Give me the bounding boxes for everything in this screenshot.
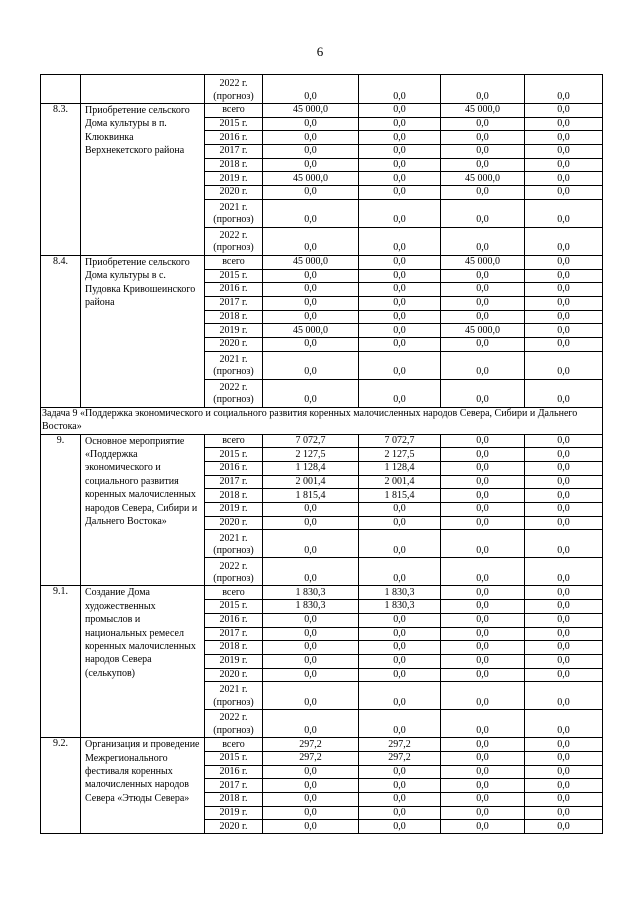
year-cell: 2021 г. (прогноз) (205, 682, 263, 710)
value-total: 45 000,0 (263, 172, 359, 186)
value-other: 0,0 (525, 379, 603, 407)
value-other: 0,0 (525, 131, 603, 145)
item-code: 8.3. (41, 104, 81, 256)
value-regional: 0,0 (441, 199, 525, 227)
value-total: 2 001,4 (263, 475, 359, 489)
value-regional: 0,0 (441, 131, 525, 145)
value-other: 0,0 (525, 820, 603, 834)
value-regional: 0,0 (441, 530, 525, 558)
value-federal: 0,0 (359, 613, 441, 627)
value-federal: 0,0 (359, 310, 441, 324)
item-name: Организация и проведение Межрегионального фестиваля коренных малочисленных народов Севера «Этюды Севера» (81, 738, 205, 834)
task-heading: Задача 9 «Поддержка экономического и социального развития коренных малочисленных народов Севера, Сибири и Дальнего Востока» (41, 407, 603, 434)
value-regional: 0,0 (441, 337, 525, 351)
value-federal: 0,0 (359, 806, 441, 820)
value-total: 0,0 (263, 820, 359, 834)
value-total: 0,0 (263, 379, 359, 407)
value-federal: 2 127,5 (359, 448, 441, 462)
value-regional: 0,0 (441, 613, 525, 627)
value-total: 0,0 (263, 710, 359, 738)
year-cell: 2017 г. (205, 779, 263, 793)
year-cell: 2021 г. (прогноз) (205, 351, 263, 379)
item-name-empty (81, 75, 205, 104)
table-row (41, 738, 603, 752)
value-regional: 45 000,0 (441, 255, 525, 269)
page-number: 6 (316, 44, 324, 59)
value-regional: 0,0 (441, 586, 525, 600)
year-cell: 2017 г. (205, 296, 263, 310)
value-other: 0,0 (525, 283, 603, 297)
value-federal: 0,0 (359, 227, 441, 255)
value-federal: 0,0 (359, 516, 441, 530)
value-total: 0,0 (263, 186, 359, 200)
value-regional: 0,0 (441, 710, 525, 738)
value-federal: 0,0 (359, 530, 441, 558)
table-row (41, 434, 603, 448)
value-other: 0,0 (525, 654, 603, 668)
value-regional: 0,0 (441, 765, 525, 779)
year-cell: 2016 г. (205, 462, 263, 476)
value-total: 7 072,7 (263, 434, 359, 448)
value-regional: 0,0 (441, 158, 525, 172)
value-other: 0,0 (525, 738, 603, 752)
value-federal: 0,0 (359, 145, 441, 159)
year-cell: 2015 г. (205, 269, 263, 283)
value-regional: 0,0 (441, 227, 525, 255)
value-other: 0,0 (525, 104, 603, 118)
value-total: 2 127,5 (263, 448, 359, 462)
value-regional: 0,0 (441, 75, 525, 104)
value-other: 0,0 (525, 586, 603, 600)
value-regional: 0,0 (441, 751, 525, 765)
year-cell: 2021 г. (прогноз) (205, 199, 263, 227)
value-regional: 0,0 (441, 516, 525, 530)
value-total: 0,0 (263, 75, 359, 104)
value-other: 0,0 (525, 117, 603, 131)
year-cell: 2017 г. (205, 627, 263, 641)
value-federal: 0,0 (359, 779, 441, 793)
value-other: 0,0 (525, 269, 603, 283)
item-name: Приобретение сельского Дома культуры в п. Клюквинка Верхнекетского района (81, 104, 205, 256)
value-total: 0,0 (263, 503, 359, 517)
value-federal: 0,0 (359, 296, 441, 310)
value-other: 0,0 (525, 641, 603, 655)
value-federal: 0,0 (359, 558, 441, 586)
value-federal: 0,0 (359, 186, 441, 200)
item-name: Приобретение сельского Дома культуры в с. Пудовка Кривошеинского района (81, 255, 205, 407)
value-regional: 0,0 (441, 283, 525, 297)
value-other: 0,0 (525, 668, 603, 682)
year-cell: 2020 г. (205, 820, 263, 834)
item-name: Создание Дома художественных промыслов и национальных ремесел коренных малочисленных народов Севера (селькупов) (81, 586, 205, 738)
value-federal: 0,0 (359, 158, 441, 172)
value-federal: 2 001,4 (359, 475, 441, 489)
value-other: 0,0 (525, 337, 603, 351)
year-cell: 2015 г. (205, 448, 263, 462)
item-code: 9.1. (41, 586, 81, 738)
value-regional: 0,0 (441, 489, 525, 503)
year-cell: 2015 г. (205, 600, 263, 614)
value-regional: 0,0 (441, 351, 525, 379)
value-federal: 1 128,4 (359, 462, 441, 476)
value-regional: 0,0 (441, 434, 525, 448)
value-federal: 0,0 (359, 351, 441, 379)
value-total: 0,0 (263, 131, 359, 145)
value-other: 0,0 (525, 199, 603, 227)
value-other: 0,0 (525, 793, 603, 807)
value-other: 0,0 (525, 462, 603, 476)
value-regional: 0,0 (441, 668, 525, 682)
value-federal: 0,0 (359, 379, 441, 407)
value-federal: 0,0 (359, 668, 441, 682)
value-total: 0,0 (263, 351, 359, 379)
value-federal: 0,0 (359, 131, 441, 145)
value-total: 1 830,3 (263, 600, 359, 614)
value-total: 0,0 (263, 682, 359, 710)
value-federal: 0,0 (359, 641, 441, 655)
value-other: 0,0 (525, 434, 603, 448)
value-total: 0,0 (263, 779, 359, 793)
year-cell: 2017 г. (205, 145, 263, 159)
value-total: 0,0 (263, 158, 359, 172)
year-cell: 2022 г. (прогноз) (205, 75, 263, 104)
item-name: Основное мероприятие «Поддержка экономического и социального развития коренных малочисленных народов Севера, Сибири и Дальнего Востока» (81, 434, 205, 586)
value-regional: 0,0 (441, 738, 525, 752)
year-cell: 2018 г. (205, 793, 263, 807)
value-regional: 0,0 (441, 627, 525, 641)
value-federal: 0,0 (359, 269, 441, 283)
value-other: 0,0 (525, 558, 603, 586)
value-other: 0,0 (525, 75, 603, 104)
year-cell: 2016 г. (205, 131, 263, 145)
value-federal: 0,0 (359, 324, 441, 338)
value-other: 0,0 (525, 255, 603, 269)
year-cell: 2016 г. (205, 613, 263, 627)
value-total: 0,0 (263, 145, 359, 159)
value-federal: 0,0 (359, 117, 441, 131)
value-total: 45 000,0 (263, 324, 359, 338)
value-regional: 0,0 (441, 503, 525, 517)
value-total: 0,0 (263, 199, 359, 227)
value-other: 0,0 (525, 503, 603, 517)
year-cell: 2021 г. (прогноз) (205, 530, 263, 558)
value-other: 0,0 (525, 600, 603, 614)
value-other: 0,0 (525, 310, 603, 324)
value-total: 0,0 (263, 296, 359, 310)
year-cell: 2017 г. (205, 475, 263, 489)
year-cell: 2020 г. (205, 668, 263, 682)
value-total: 1 128,4 (263, 462, 359, 476)
year-cell: 2022 г. (прогноз) (205, 379, 263, 407)
value-total: 0,0 (263, 654, 359, 668)
year-cell: 2015 г. (205, 751, 263, 765)
year-cell: 2018 г. (205, 489, 263, 503)
value-total: 0,0 (263, 337, 359, 351)
year-cell: всего (205, 104, 263, 118)
value-total: 0,0 (263, 613, 359, 627)
value-total: 0,0 (263, 530, 359, 558)
value-total: 0,0 (263, 269, 359, 283)
year-cell: 2020 г. (205, 186, 263, 200)
value-other: 0,0 (525, 296, 603, 310)
year-cell: 2019 г. (205, 806, 263, 820)
year-cell: 2018 г. (205, 310, 263, 324)
value-total: 0,0 (263, 310, 359, 324)
value-other: 0,0 (525, 475, 603, 489)
value-total: 297,2 (263, 738, 359, 752)
value-other: 0,0 (525, 710, 603, 738)
value-federal: 0,0 (359, 104, 441, 118)
value-federal: 0,0 (359, 654, 441, 668)
value-other: 0,0 (525, 324, 603, 338)
value-other: 0,0 (525, 489, 603, 503)
budget-table (40, 74, 603, 834)
value-other: 0,0 (525, 351, 603, 379)
value-total: 0,0 (263, 668, 359, 682)
item-code-empty (41, 75, 81, 104)
table-row (41, 255, 603, 269)
year-cell: всего (205, 255, 263, 269)
value-other: 0,0 (525, 751, 603, 765)
value-regional: 0,0 (441, 269, 525, 283)
value-regional: 0,0 (441, 145, 525, 159)
value-federal: 0,0 (359, 172, 441, 186)
value-federal: 0,0 (359, 627, 441, 641)
value-total: 0,0 (263, 117, 359, 131)
value-federal: 0,0 (359, 337, 441, 351)
value-regional: 45 000,0 (441, 104, 525, 118)
year-cell: всего (205, 586, 263, 600)
table-row (41, 75, 603, 104)
task-row (41, 407, 603, 434)
value-total: 1 830,3 (263, 586, 359, 600)
value-total: 1 815,4 (263, 489, 359, 503)
value-other: 0,0 (525, 516, 603, 530)
value-regional: 0,0 (441, 654, 525, 668)
value-total: 0,0 (263, 806, 359, 820)
value-federal: 0,0 (359, 793, 441, 807)
value-federal: 0,0 (359, 199, 441, 227)
value-regional: 0,0 (441, 779, 525, 793)
value-total: 0,0 (263, 283, 359, 297)
value-federal: 0,0 (359, 682, 441, 710)
value-total: 0,0 (263, 227, 359, 255)
year-cell: 2019 г. (205, 324, 263, 338)
value-regional: 45 000,0 (441, 324, 525, 338)
year-cell: 2022 г. (прогноз) (205, 710, 263, 738)
value-regional: 0,0 (441, 793, 525, 807)
value-federal: 0,0 (359, 255, 441, 269)
value-other: 0,0 (525, 172, 603, 186)
value-federal: 0,0 (359, 820, 441, 834)
value-other: 0,0 (525, 227, 603, 255)
value-regional: 0,0 (441, 475, 525, 489)
value-other: 0,0 (525, 682, 603, 710)
value-federal: 0,0 (359, 75, 441, 104)
value-total: 297,2 (263, 751, 359, 765)
item-code: 8.4. (41, 255, 81, 407)
value-federal: 1 815,4 (359, 489, 441, 503)
value-regional: 0,0 (441, 448, 525, 462)
year-cell: всего (205, 738, 263, 752)
value-federal: 7 072,7 (359, 434, 441, 448)
value-other: 0,0 (525, 806, 603, 820)
item-code: 9.2. (41, 738, 81, 834)
value-regional: 0,0 (441, 117, 525, 131)
value-regional: 0,0 (441, 310, 525, 324)
year-cell: 2016 г. (205, 283, 263, 297)
value-regional: 0,0 (441, 186, 525, 200)
table-row (41, 104, 603, 118)
year-cell: 2020 г. (205, 516, 263, 530)
value-other: 0,0 (525, 448, 603, 462)
year-cell: 2018 г. (205, 641, 263, 655)
value-regional: 0,0 (441, 820, 525, 834)
value-total: 0,0 (263, 793, 359, 807)
value-federal: 0,0 (359, 283, 441, 297)
value-federal: 0,0 (359, 710, 441, 738)
year-cell: 2022 г. (прогноз) (205, 558, 263, 586)
year-cell: 2019 г. (205, 654, 263, 668)
year-cell: 2020 г. (205, 337, 263, 351)
value-other: 0,0 (525, 145, 603, 159)
year-cell: 2022 г. (прогноз) (205, 227, 263, 255)
value-federal: 297,2 (359, 738, 441, 752)
value-other: 0,0 (525, 779, 603, 793)
value-total: 0,0 (263, 765, 359, 779)
value-total: 45 000,0 (263, 255, 359, 269)
item-code: 9. (41, 434, 81, 586)
value-total: 45 000,0 (263, 104, 359, 118)
year-cell: всего (205, 434, 263, 448)
table-body (41, 75, 603, 834)
value-federal: 1 830,3 (359, 600, 441, 614)
value-regional: 0,0 (441, 806, 525, 820)
year-cell: 2016 г. (205, 765, 263, 779)
value-total: 0,0 (263, 627, 359, 641)
value-other: 0,0 (525, 627, 603, 641)
value-other: 0,0 (525, 613, 603, 627)
value-total: 0,0 (263, 641, 359, 655)
value-regional: 0,0 (441, 682, 525, 710)
value-regional: 0,0 (441, 296, 525, 310)
value-other: 0,0 (525, 530, 603, 558)
value-other: 0,0 (525, 158, 603, 172)
year-cell: 2018 г. (205, 158, 263, 172)
value-regional: 0,0 (441, 462, 525, 476)
value-total: 0,0 (263, 516, 359, 530)
value-regional: 0,0 (441, 641, 525, 655)
year-cell: 2019 г. (205, 503, 263, 517)
value-regional: 45 000,0 (441, 172, 525, 186)
value-federal: 297,2 (359, 751, 441, 765)
value-federal: 0,0 (359, 503, 441, 517)
value-regional: 0,0 (441, 558, 525, 586)
value-regional: 0,0 (441, 379, 525, 407)
value-other: 0,0 (525, 765, 603, 779)
year-cell: 2015 г. (205, 117, 263, 131)
year-cell: 2019 г. (205, 172, 263, 186)
value-other: 0,0 (525, 186, 603, 200)
table-row (41, 586, 603, 600)
value-federal: 0,0 (359, 765, 441, 779)
value-federal: 1 830,3 (359, 586, 441, 600)
value-total: 0,0 (263, 558, 359, 586)
value-regional: 0,0 (441, 600, 525, 614)
